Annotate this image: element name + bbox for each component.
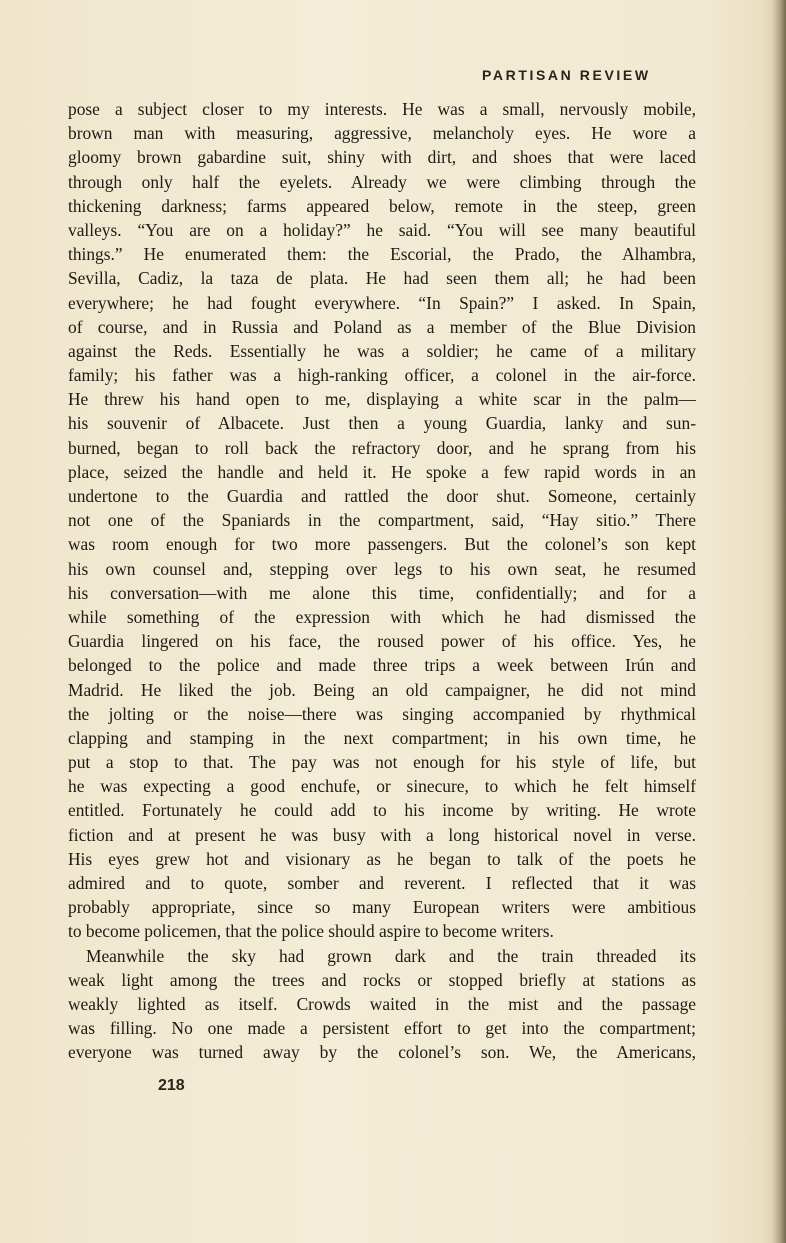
text-line: things.” He enumerated them: the Escorial, the Prado, the Alhambra, <box>68 244 696 265</box>
text-line: not one of the Spaniards in the compartment, said, “Hay sitio.” There <box>68 510 696 531</box>
text-line: place, seized the handle and held it. He spoke a few rapid words in an <box>68 461 696 482</box>
text-line: pose a subject closer to my interests. He was a small, nervously mobile, <box>68 99 696 119</box>
text-line: family; his father was a high-ranking officer, a colonel in the air-force. <box>68 365 696 386</box>
text-line: thickening darkness; farms appeared below, remote in the steep, green <box>68 195 696 216</box>
text-line: of course, and in Russia and Poland as a member of the Blue Division <box>68 316 696 337</box>
paragraph-end-line: to become policemen, that the police should aspire to become writers. <box>68 921 554 942</box>
text-line: his own counsel and, stepping over legs to his own seat, he resumed <box>68 558 696 579</box>
text-line: everyone was turned away by the colonel’s son. We, the Americans, <box>68 1042 696 1063</box>
text-line: was filling. No one made a persistent effort to get into the compartment; <box>68 1018 696 1039</box>
text-line: brown man with measuring, aggressive, melancholy eyes. He wore a <box>68 123 696 144</box>
text-line: entitled. Fortunately he could add to his income by writing. He wrote <box>68 800 696 821</box>
page-edge-shadow <box>772 0 786 1243</box>
text-line: gloomy brown gabardine suit, shiny with dirt, and shoes that were laced <box>68 147 696 168</box>
text-line: his conversation—with me alone this time, confidentially; and for a <box>68 582 696 603</box>
page-number: 218 <box>158 1077 185 1094</box>
text-line: burned, began to roll back the refractory door, and he sprang from his <box>68 437 696 458</box>
text-line: while something of the expression with which he had dismissed the <box>68 606 696 627</box>
text-line: valleys. “You are on a holiday?” he said. “You will see many beautiful <box>68 219 696 240</box>
text-line: everywhere; he had fought everywhere. “In Spain?” I asked. In Spain, <box>68 292 696 313</box>
text-line: his souvenir of Albacete. Just then a young Guardia, lanky and sun- <box>68 413 696 434</box>
text-line: put a stop to that. The pay was not enough for his style of life, but <box>68 752 696 773</box>
text-line: admired and to quote, somber and reverent. I reflected that it was <box>68 873 696 893</box>
text-line: clapping and stamping in the next compartment; in his own time, he <box>68 727 696 748</box>
paragraph-start-line: Meanwhile the sky had grown dark and the train threaded its <box>86 945 696 966</box>
text-line: through only half the eyelets. Already we were climbing through the <box>68 171 696 192</box>
text-line: undertone to the Guardia and rattled the door shut. Someone, certainly <box>68 486 696 506</box>
text-line: belonged to the police and made three trips a week between Irún and <box>68 655 696 676</box>
text-line: was room enough for two more passengers. But the colonel’s son kept <box>68 534 696 555</box>
text-line: probably appropriate, since so many European writers were ambitious <box>68 897 696 918</box>
text-line: fiction and at present he was busy with a long historical novel in verse. <box>68 824 696 845</box>
text-line: Guardia lingered on his face, the roused power of his office. Yes, he <box>68 631 696 652</box>
body-text <box>68 97 696 1065</box>
text-line: His eyes grew hot and visionary as he began to talk of the poets he <box>68 848 696 869</box>
text-line: he was expecting a good enchufe, or sinecure, to which he felt himself <box>68 776 696 797</box>
text-line: against the Reds. Essentially he was a soldier; he came of a military <box>68 340 696 361</box>
text-line: He threw his hand open to me, displaying a white scar in the palm— <box>68 389 696 410</box>
text-line: the jolting or the noise—there was singing accompanied by rhythmical <box>68 703 696 724</box>
text-line: Sevilla, Cadiz, la taza de plata. He had seen them all; he had been <box>68 268 696 289</box>
running-head: PARTISAN REVIEW <box>482 67 651 83</box>
text-line: weak light among the trees and rocks or stopped briefly at stations as <box>68 969 696 990</box>
text-line: weakly lighted as itself. Crowds waited in the mist and the passage <box>68 993 696 1014</box>
text-line: Madrid. He liked the job. Being an old campaigner, he did not mind <box>68 679 696 700</box>
